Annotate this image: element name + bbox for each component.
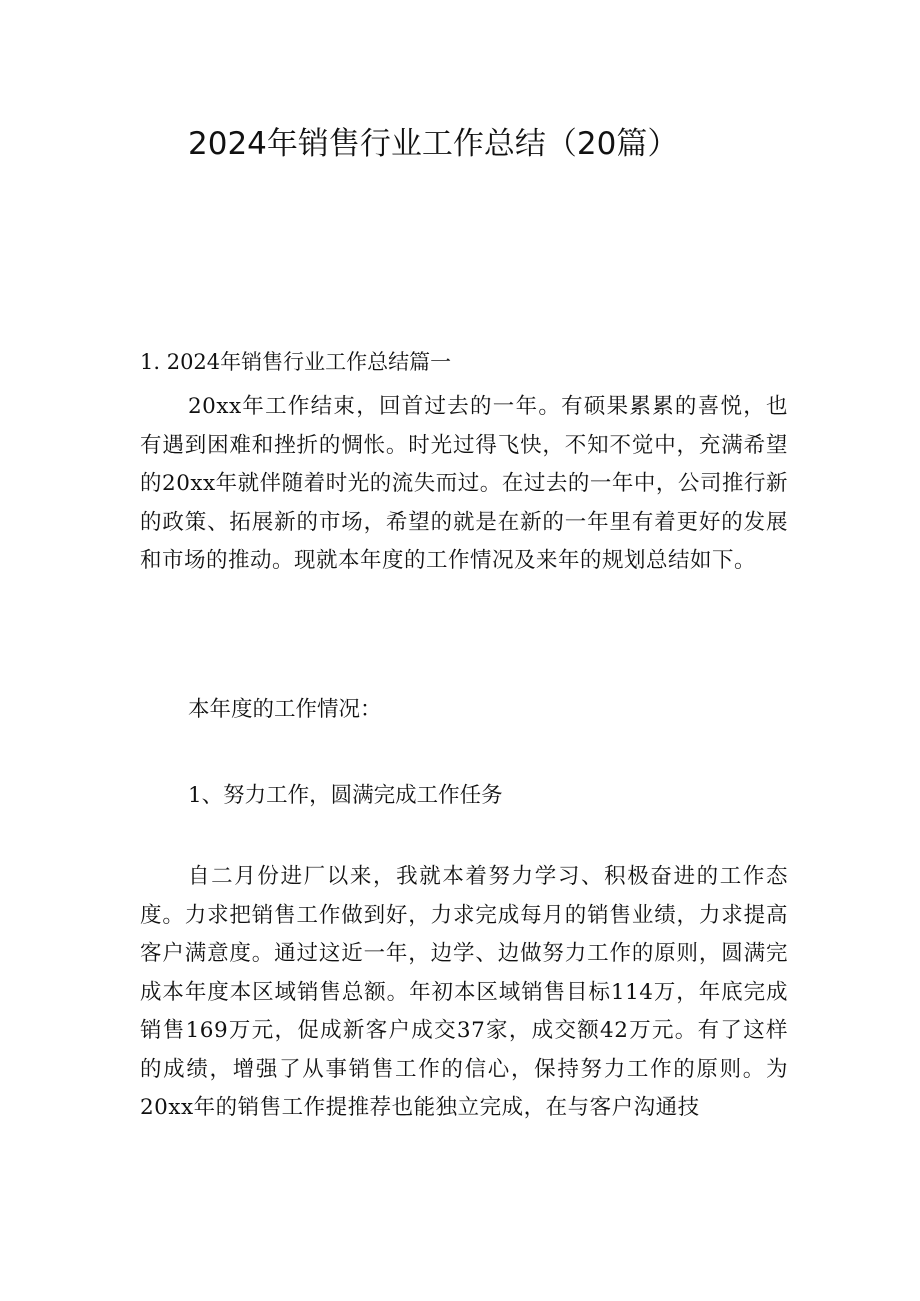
document-title: 2024年销售行业工作总结（20篇） — [188, 126, 679, 162]
subheading-item-1: 1、努力工作，圆满完成工作任务 — [188, 783, 503, 808]
subheading-work-status: 本年度的工作情况： — [188, 697, 382, 722]
section-heading: 1. 2024年销售行业工作总结篇一 — [140, 350, 452, 374]
body-paragraph-1: 20xx年工作结束，回首过去的一年。有硕果累累的喜悦，也有遇到困难和挫折的惆怅。时光过得飞快，不知不觉中，充满希望的20xx年就伴随着时光的流失而过。在过去的一年中，公司推行新的政策、拓展新的市场，希望的就是在新的一年里有着更好的发展和市场的推动。现就本年度的工作情况及来年的规划总结如下。 — [140, 394, 788, 573]
body-paragraph-2: 自二月份进厂以来，我就本着努力学习、积极奋进的工作态度。力求把销售工作做到好，力求完成每月的销售业绩，力求提高客户满意度。通过这近一年，边学、边做努力工作的原则，圆满完成本年度本区域销售总额。年初本区域销售目标114万，年底完成销售169万元，促成新客户成交37家，成交额42万元。有了这样的成绩，增强了从事销售工作的信心，保持努力工作的原则。为20xx年的销售工作提推荐也能独立完成，在与客户沟通技 — [140, 864, 788, 1120]
